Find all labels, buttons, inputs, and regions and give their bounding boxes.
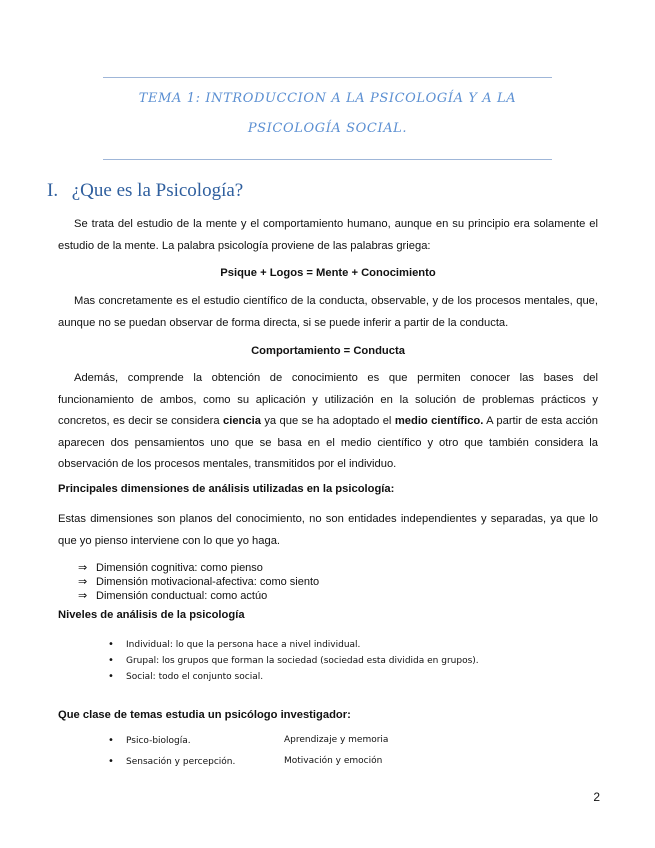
levels-heading: Niveles de análisis de la psicología	[58, 609, 245, 621]
paragraph-1: Se trata del estudio de la mente y el comportamiento humano, aunque en su principio era solamente el estudio de la mente. La palabra psicología proviene de las palabras griega:	[58, 218, 598, 252]
section-number: I.	[47, 180, 59, 201]
list-item	[108, 669, 479, 685]
topic-right-2: Motivación y emoción	[284, 756, 383, 766]
arrow-icon: ⇒	[78, 561, 88, 574]
paragraph-3	[58, 368, 598, 476]
dimension-cognitiva: Dimensión cognitiva: como pienso	[96, 562, 263, 574]
list-item	[108, 653, 479, 669]
topics-row-2-right	[284, 754, 382, 769]
topic-left-1: Psico-biología.	[126, 736, 191, 746]
dimensions-heading: Principales dimensiones de análisis utilizadas en la psicología:	[58, 483, 395, 495]
formula-1: Psique + Logos = Mente + Conocimiento	[220, 267, 436, 279]
list-item	[78, 575, 319, 589]
title-bottom-rule	[103, 159, 552, 160]
list-item	[78, 589, 319, 603]
level-grupal: Grupal: los grupos que forman la sociedad (sociedad esta dividida en grupos).	[126, 656, 479, 666]
list-item	[108, 637, 479, 653]
dimension-conductual: Dimensión conductual: como actúo	[96, 590, 268, 602]
paragraph-3-text-c: ya que se ha adoptado el	[260, 415, 395, 427]
paragraph-3-text-a: Además, comprende la obtención de conocimiento es que permiten conocer las bases del funcionamiento de ambos, como su aplicación y utilización en la solución de problemas prácticos y concretos, es decir se considera	[58, 372, 598, 427]
bullet-icon: •	[108, 756, 114, 767]
bullet-icon: •	[108, 671, 114, 682]
bullet-icon: •	[108, 735, 114, 746]
level-social: Social: todo el conjunto social.	[126, 672, 264, 682]
dimensions-intro: Estas dimensiones son planos del conocimiento, no son entidades independientes y separadas, ya que lo que yo pienso interviene con lo que yo haga.	[58, 513, 598, 547]
title-line-2: PSICOLOGÍA SOCIAL.	[247, 121, 408, 136]
topics-heading: Que clase de temas estudia un psicólogo investigador:	[58, 709, 351, 721]
topics-row-1-right	[284, 733, 388, 748]
page-number: 2	[593, 790, 600, 804]
section-title: ¿Que es la Psicología?	[71, 180, 244, 201]
bullet-icon: •	[108, 639, 114, 650]
paragraph-2: Mas concretamente es el estudio científico de la conducta, observable, y de los procesos mentales, que, aunque no se puedan observar de forma directa, si se puede inferir a partir de la conducta.	[58, 295, 598, 329]
bold-medio-cientifico: medio científico.	[394, 415, 484, 427]
title-line-1: TEMA 1: INTRODUCCION A LA PSICOLOGÍA Y A LA	[138, 91, 517, 106]
bold-ciencia: ciencia	[222, 415, 261, 427]
formula-2: Comportamiento = Conducta	[251, 345, 405, 357]
section-heading	[47, 180, 243, 202]
dimension-motivacional: Dimensión motivacional-afectiva: como siento	[96, 576, 320, 588]
list-item	[78, 561, 319, 575]
level-individual: Individual: lo que la persona hace a nivel individual.	[126, 640, 361, 650]
dimensions-list	[78, 561, 319, 603]
topic-right-1: Aprendizaje y memoria	[284, 735, 389, 745]
arrow-icon: ⇒	[78, 575, 88, 588]
levels-list	[108, 637, 479, 685]
bullet-icon: •	[108, 655, 114, 666]
title-top-rule	[103, 77, 552, 78]
paragraph-3-text-d: A partir de esta acción aparecen dos pensamientos uno que se basa en el medio científico y otro que también considera la observación de los procesos mentales, transmitidos por el individuo.	[58, 415, 598, 470]
topic-left-2: Sensación y percepción.	[126, 757, 236, 767]
arrow-icon: ⇒	[78, 589, 88, 602]
